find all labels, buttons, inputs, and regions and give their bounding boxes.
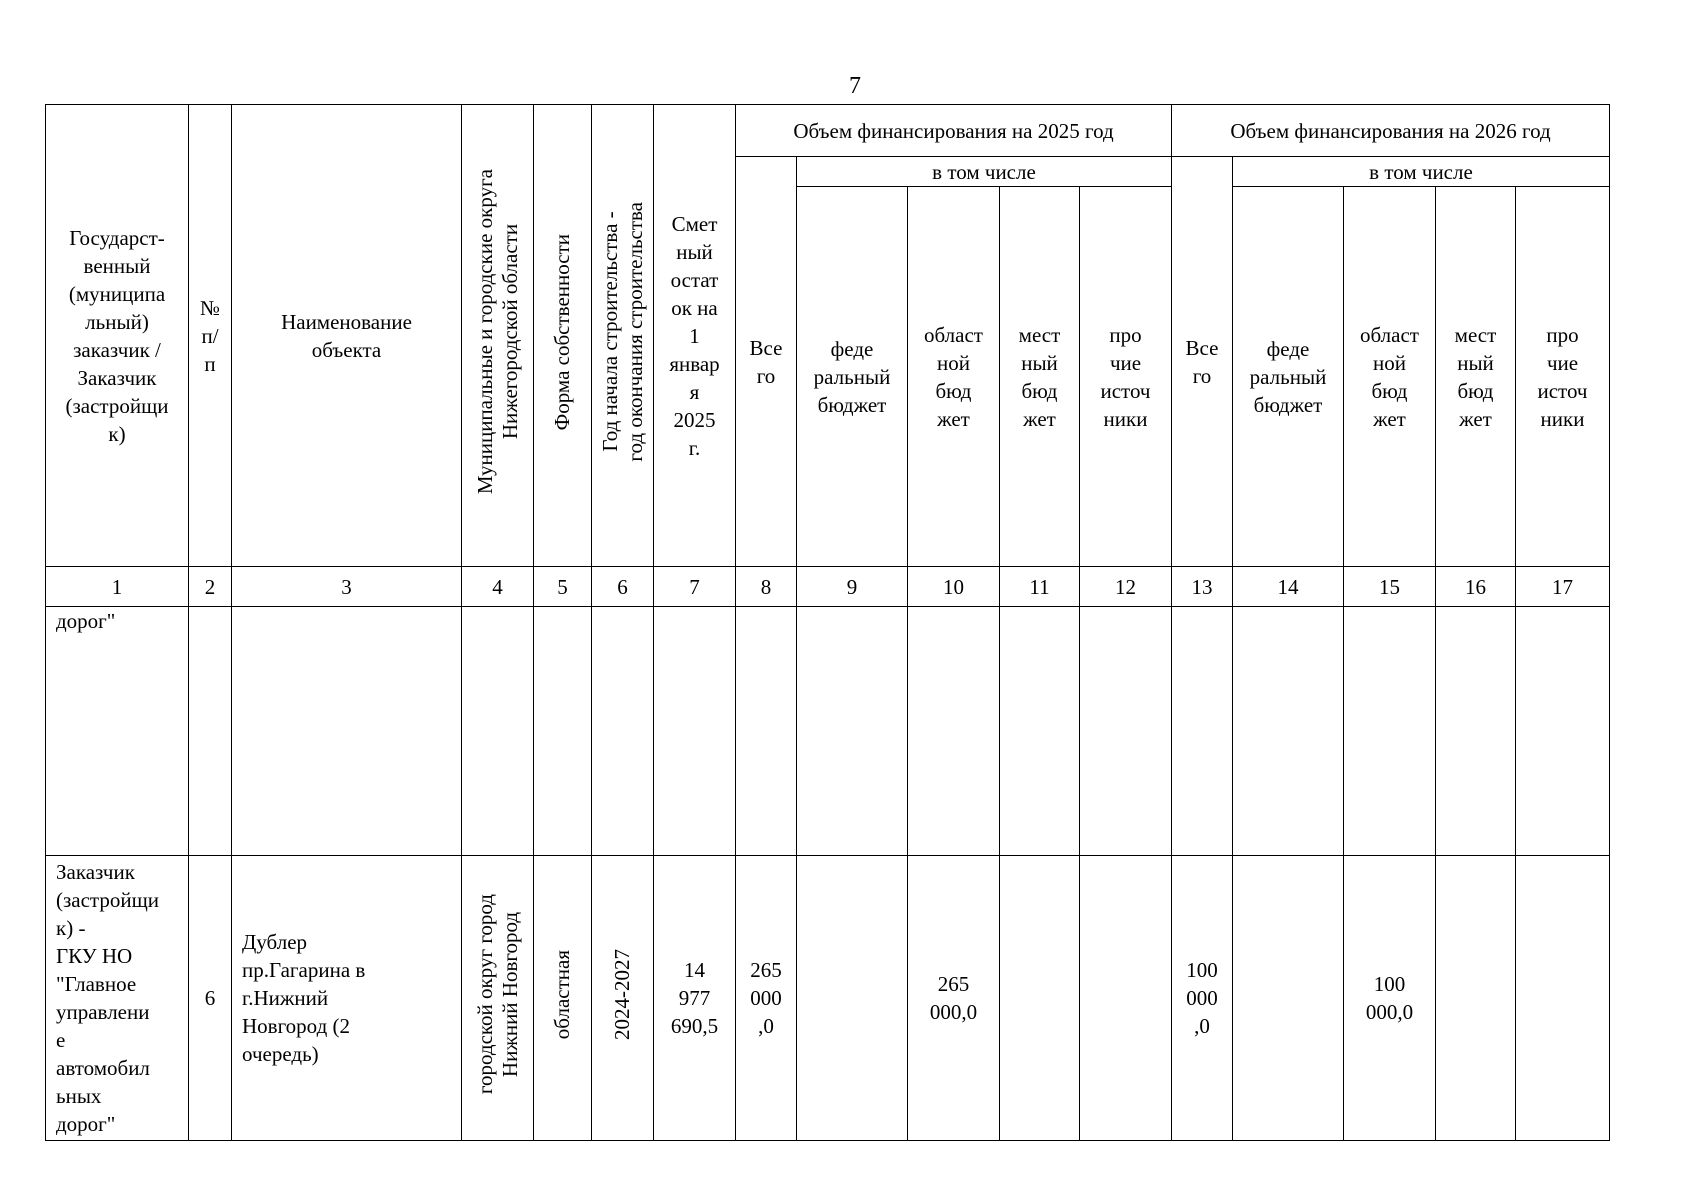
cell-customer: Заказчик (застройщи к) - ГКУ НО "Главное управлени е автомобил ьных дорог" bbox=[46, 856, 189, 1141]
cell-federal-2025 bbox=[797, 607, 908, 856]
column-number: 5 bbox=[534, 567, 592, 607]
header-regional-2026: област ной бюд жет bbox=[1344, 187, 1436, 567]
cell-other-2026 bbox=[1516, 856, 1610, 1141]
cell-federal-2025 bbox=[797, 856, 908, 1141]
header-federal-2025: феде ральный бюджет bbox=[797, 187, 908, 567]
column-number: 10 bbox=[908, 567, 1000, 607]
cell-number bbox=[189, 607, 232, 856]
header-estimate-remainder: Смет ный остат ок на 1 январ я 2025 г. bbox=[654, 105, 736, 567]
column-number: 16 bbox=[1436, 567, 1516, 607]
cell-other-2025 bbox=[1080, 856, 1172, 1141]
header-local-2025: мест ный бюд жет bbox=[1000, 187, 1080, 567]
cell-regional-2025: 265 000,0 bbox=[908, 856, 1000, 1141]
column-number: 6 bbox=[592, 567, 654, 607]
cell-years bbox=[592, 856, 654, 1141]
header-municipality bbox=[462, 105, 534, 567]
column-number: 12 bbox=[1080, 567, 1172, 607]
header-object-name: Наименование объекта bbox=[232, 105, 462, 567]
column-number: 9 bbox=[797, 567, 908, 607]
cell-years bbox=[592, 607, 654, 856]
cell-other-2026 bbox=[1516, 607, 1610, 856]
cell-ownership bbox=[534, 607, 592, 856]
cell-remainder: 14 977 690,5 bbox=[654, 856, 736, 1141]
column-number: 17 bbox=[1516, 567, 1610, 607]
cell-regional-2026: 100 000,0 bbox=[1344, 856, 1436, 1141]
column-number: 8 bbox=[736, 567, 797, 607]
cell-federal-2026 bbox=[1233, 607, 1344, 856]
cell-municipality bbox=[462, 856, 534, 1141]
cell-local-2025 bbox=[1000, 856, 1080, 1141]
column-number: 11 bbox=[1000, 567, 1080, 607]
cell-municipality bbox=[462, 607, 534, 856]
cell-local-2025 bbox=[1000, 607, 1080, 856]
header-row-1 bbox=[46, 105, 1610, 157]
column-number-row bbox=[46, 567, 1610, 607]
header-financing-2025: Объем финансирования на 2025 год bbox=[736, 105, 1172, 157]
cell-local-2026 bbox=[1436, 607, 1516, 856]
page-number: 7 bbox=[849, 73, 861, 99]
column-number: 2 bbox=[189, 567, 232, 607]
header-row-number: № п/ п bbox=[189, 105, 232, 567]
cell-customer: дорог" bbox=[46, 607, 189, 856]
header-financing-2026: Объем финансирования на 2026 год bbox=[1172, 105, 1610, 157]
cell-object-name bbox=[232, 607, 462, 856]
cell-years-text: 2024-2027 bbox=[610, 949, 634, 1040]
header-total-2025: Все го bbox=[736, 157, 797, 567]
header-ownership-text: Форма собственности bbox=[550, 233, 574, 431]
header-other-2025: про чие источ ники bbox=[1080, 187, 1172, 567]
cell-ownership bbox=[534, 856, 592, 1141]
cell-number: 6 bbox=[189, 856, 232, 1141]
header-customer: Государст- венный (муниципа льный) заказчик / Заказчик (застройщи к) bbox=[46, 105, 189, 567]
column-number: 7 bbox=[654, 567, 736, 607]
header-years-text: Год начала строительства - год окончания строительства bbox=[597, 202, 647, 462]
column-number: 3 bbox=[232, 567, 462, 607]
column-number: 15 bbox=[1344, 567, 1436, 607]
cell-regional-2025 bbox=[908, 607, 1000, 856]
column-number: 4 bbox=[462, 567, 534, 607]
financing-table bbox=[45, 104, 1610, 1141]
cell-remainder bbox=[654, 607, 736, 856]
cell-total-2025: 265 000 ,0 bbox=[736, 856, 797, 1141]
header-local-2026: мест ный бюд жет bbox=[1436, 187, 1516, 567]
column-number: 14 bbox=[1233, 567, 1344, 607]
cell-total-2025 bbox=[736, 607, 797, 856]
column-number: 13 bbox=[1172, 567, 1233, 607]
table-row bbox=[46, 607, 1610, 856]
header-federal-2026: феде ральный бюджет bbox=[1233, 187, 1344, 567]
cell-regional-2026 bbox=[1344, 607, 1436, 856]
cell-municipality-text: городской округ город Нижний Новгород bbox=[472, 894, 522, 1095]
header-including-2026: в том числе bbox=[1233, 157, 1610, 187]
header-regional-2025: област ной бюд жет bbox=[908, 187, 1000, 567]
cell-total-2026: 100 000 ,0 bbox=[1172, 856, 1233, 1141]
header-including-2025: в том числе bbox=[797, 157, 1172, 187]
header-municipality-text: Муниципальные и городские округа Нижегородской области bbox=[472, 169, 522, 495]
cell-other-2025 bbox=[1080, 607, 1172, 856]
header-years bbox=[592, 105, 654, 567]
cell-total-2026 bbox=[1172, 607, 1233, 856]
table-row bbox=[46, 856, 1610, 1141]
header-ownership bbox=[534, 105, 592, 567]
column-number: 1 bbox=[46, 567, 189, 607]
cell-federal-2026 bbox=[1233, 856, 1344, 1141]
cell-object-name: Дублер пр.Гагарина в г.Нижний Новгород (2 очередь) bbox=[232, 856, 462, 1141]
cell-local-2026 bbox=[1436, 856, 1516, 1141]
header-total-2026: Все го bbox=[1172, 157, 1233, 567]
cell-ownership-text: областная bbox=[550, 949, 574, 1040]
header-other-2026: про чие источ ники bbox=[1516, 187, 1610, 567]
